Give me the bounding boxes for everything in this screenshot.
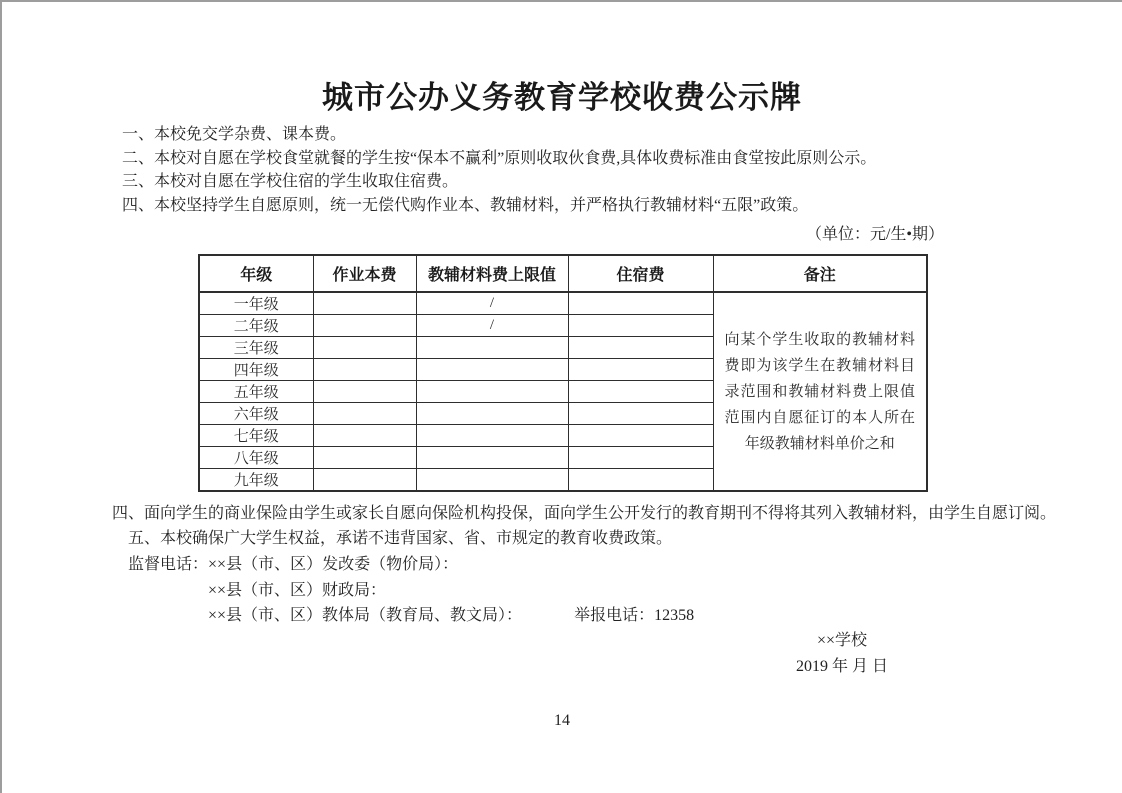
remark-cell: 向某个学生收取的教辅材料费即为该学生在教辅材料目录范围和教辅材料费上限值范围内自愿征订的本人所在年级教辅材料单价之和 <box>713 292 927 491</box>
supervision-line-1 <box>128 552 928 578</box>
supervision-agency-1: ××县（市、区）发改委（物价局）： <box>208 556 459 573</box>
boarding-fee-cell <box>568 315 713 337</box>
supervision-label: 监督电话： <box>128 556 209 573</box>
aux-cap-cell <box>416 337 568 359</box>
unit-note: （单位：元/生•期） <box>805 226 944 243</box>
grade-cell: 九年级 <box>199 469 313 492</box>
intro-item-2: 二、本校对自愿在学校食堂就餐的学生按“保本不赢利”原则收取伙食费,具体收费标准由食堂按此原则公示。 <box>122 149 877 167</box>
intro-item-3: 三、本校对自愿在学校住宿的学生收取住宿费。 <box>122 173 459 190</box>
aux-cap-cell: / <box>416 315 568 337</box>
workbook-fee-cell <box>313 337 416 359</box>
boarding-fee-cell <box>568 447 713 469</box>
intro-list <box>122 123 1092 217</box>
aux-cap-cell <box>416 469 568 492</box>
grade-cell: 四年级 <box>199 359 313 381</box>
boarding-fee-cell <box>568 469 713 492</box>
signature-school: ××学校 <box>816 632 868 649</box>
column-header-aux-material-cap: 教辅材料费上限值 <box>416 255 568 292</box>
grade-cell: 二年级 <box>199 315 313 337</box>
grade-cell: 七年级 <box>199 425 313 447</box>
workbook-fee-cell <box>313 292 416 315</box>
note-item-5: 五、本校确保广大学生权益，承诺不违背国家、省、市规定的教育收费政策。 <box>128 529 673 547</box>
grade-cell: 一年级 <box>199 292 313 315</box>
workbook-fee-cell <box>313 315 416 337</box>
supervision-line-2 <box>128 578 928 604</box>
boarding-fee-cell <box>568 337 713 359</box>
report-hotline <box>574 607 694 624</box>
supervision-block <box>128 552 928 629</box>
column-header-boarding-fee: 住宿费 <box>568 255 713 292</box>
intro-item-4: 四、本校坚持学生自愿原则，统一无偿代购作业本、教辅材料，并严格执行教辅材料“五限”政策。 <box>122 196 809 214</box>
aux-cap-cell: / <box>416 292 568 315</box>
aux-cap-cell <box>416 447 568 469</box>
notes-list <box>112 502 1082 551</box>
workbook-fee-cell <box>313 359 416 381</box>
supervision-agency-3: ××县（市、区）教体局（教育局、教文局）： <box>208 607 523 624</box>
report-hotline-label: 举报电话： <box>574 607 655 624</box>
aux-cap-cell <box>416 381 568 403</box>
boarding-fee-cell <box>568 359 713 381</box>
table-header-row <box>199 255 927 292</box>
boarding-fee-cell <box>568 381 713 403</box>
intro-item-1: 一、本校免交学杂费、课本费。 <box>122 126 347 143</box>
report-hotline-number: 12358 <box>654 607 695 624</box>
grade-cell: 三年级 <box>199 337 313 359</box>
fee-table <box>198 254 928 492</box>
note-item-4: 四、面向学生的商业保险由学生或家长自愿向保险机构投保，面向学生公开发行的教育期刊不得将其列入教辅材料，由学生自愿订阅。 <box>112 505 1057 522</box>
aux-cap-cell <box>416 403 568 425</box>
supervision-line-3 <box>128 603 928 629</box>
boarding-fee-cell <box>568 292 713 315</box>
workbook-fee-cell <box>313 403 416 425</box>
signature-block <box>730 628 954 680</box>
workbook-fee-cell <box>313 381 416 403</box>
table-row <box>199 292 927 315</box>
grade-cell: 六年级 <box>199 403 313 425</box>
aux-cap-cell <box>416 425 568 447</box>
page-number: 14 <box>554 712 570 729</box>
workbook-fee-cell <box>313 425 416 447</box>
aux-cap-cell <box>416 359 568 381</box>
workbook-fee-cell <box>313 469 416 492</box>
boarding-fee-cell <box>568 425 713 447</box>
signature-date: 2019 年 月 日 <box>795 658 888 675</box>
workbook-fee-cell <box>313 447 416 469</box>
page-title: 城市公办义务教育学校收费公示牌 <box>322 80 802 115</box>
boarding-fee-cell <box>568 403 713 425</box>
column-header-grade: 年级 <box>199 255 313 292</box>
column-header-workbook-fee: 作业本费 <box>313 255 416 292</box>
grade-cell: 八年级 <box>199 447 313 469</box>
column-header-remark: 备注 <box>713 255 927 292</box>
supervision-agency-2: ××县（市、区）财政局： <box>208 581 387 599</box>
grade-cell: 五年级 <box>199 381 313 403</box>
